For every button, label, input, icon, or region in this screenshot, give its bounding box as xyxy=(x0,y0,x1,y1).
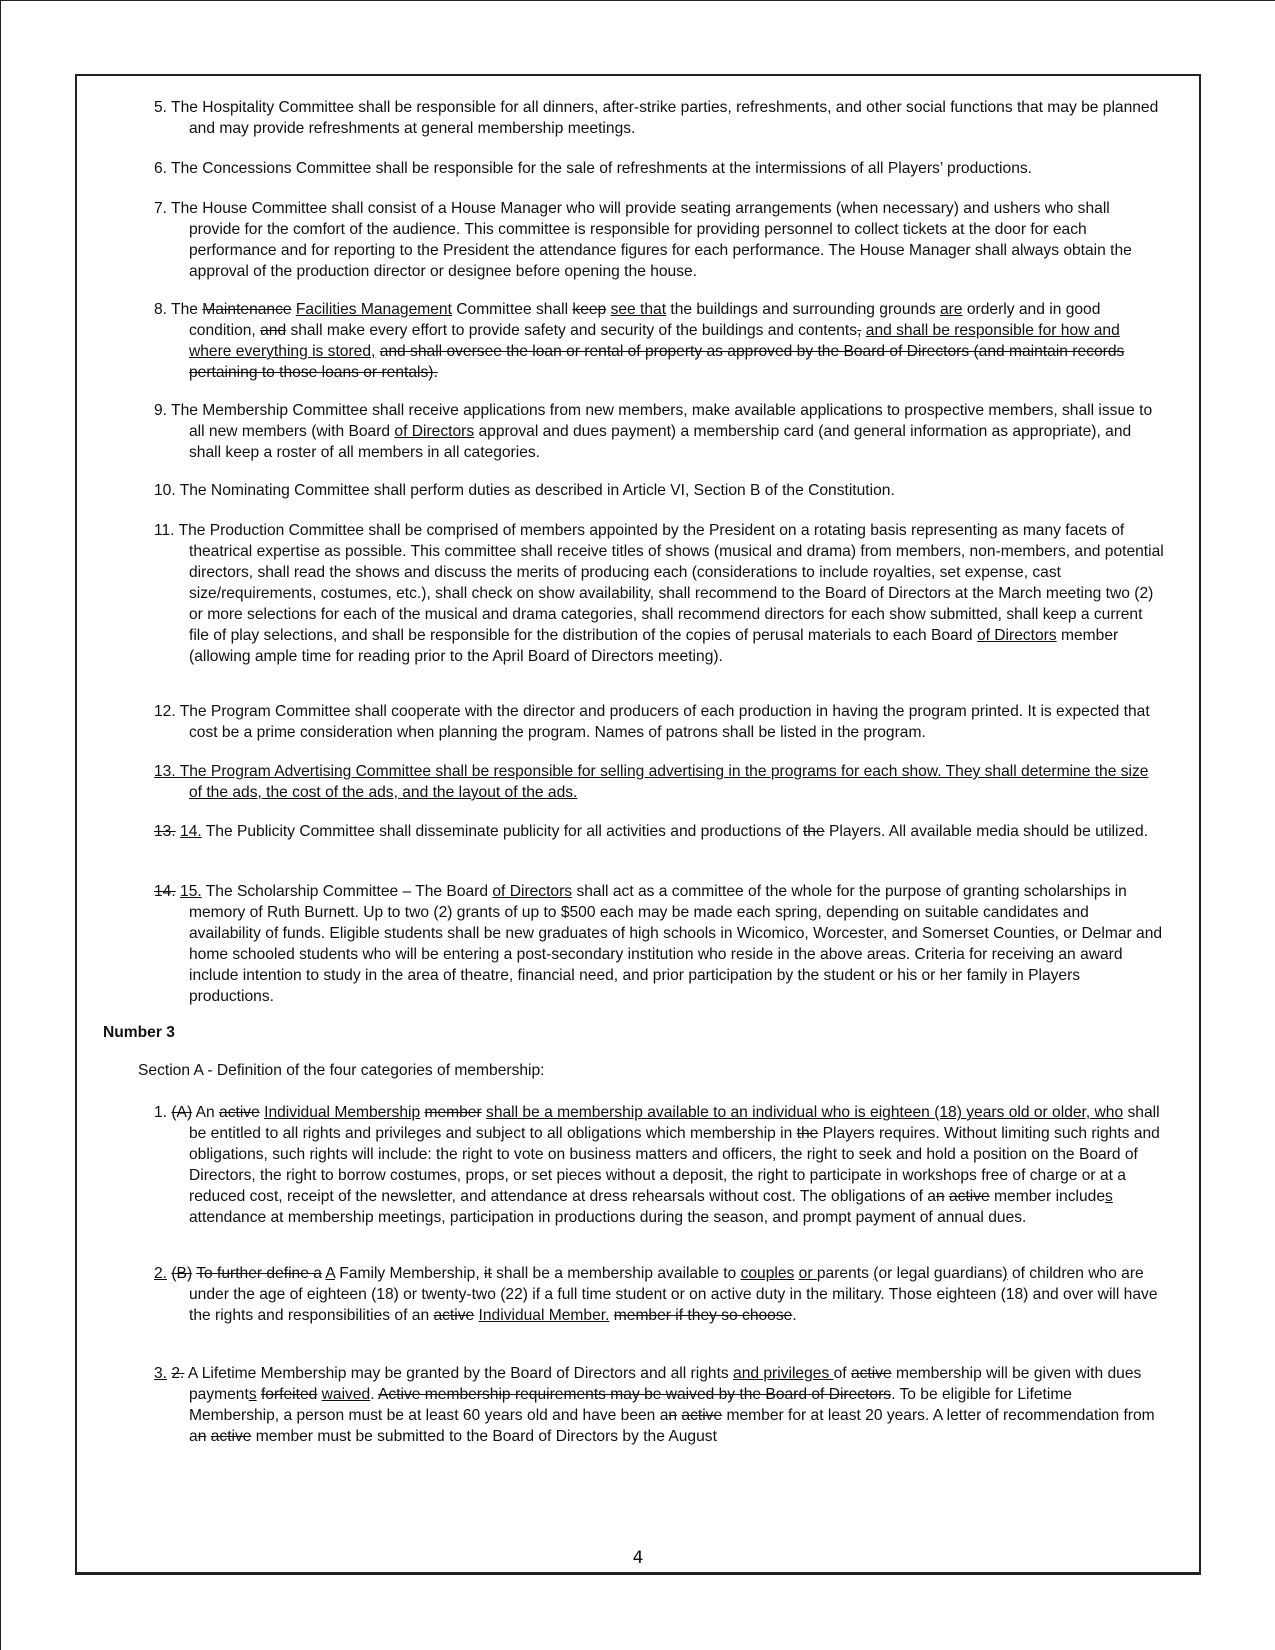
membership-item-individual xyxy=(154,1102,1164,1228)
bylaw-item-15 xyxy=(154,881,1164,1007)
text-segment: The Scholarship Committee – The Board xyxy=(201,883,493,900)
text-segment: 12. The Program Committee shall cooperate with the director and producers of each production in having the program printed. It is expected that cost be a prime consideration when planning the program. Names of patrons shall be listed in the program. xyxy=(154,703,1150,741)
deleted-text: n xyxy=(668,1407,678,1424)
page-number: 4 xyxy=(632,1548,644,1568)
text-segment: . To be eligible for Lifetime Membership, a person must be at least 60 years old and have been a xyxy=(189,1386,1072,1424)
inserted-text: A xyxy=(325,1265,335,1282)
deleted-text: it xyxy=(484,1265,492,1282)
deleted-text: member xyxy=(424,1104,482,1121)
bylaw-item-10 xyxy=(154,480,1164,501)
text-segment: membership will be given with dues payment xyxy=(189,1365,1142,1403)
text-segment: of xyxy=(833,1365,851,1382)
bylaw-item-13 xyxy=(154,761,1164,803)
deleted-text: To further define a xyxy=(196,1265,322,1282)
text-segment: 1. xyxy=(154,1104,172,1121)
text-segment: 7. The House Committee shall consist of a House Manager who will provide seating arrangements (when necessary) and ushers who shall provide for the comfort of the audience. This committee is responsible for providing personnel to collect tickets at the door for each performance and for reporting to the President the attendance figures for each performance. The House Manager shall always obtain the approval of the production director or designee before opening the house. xyxy=(154,200,1132,280)
deleted-text: active xyxy=(850,1365,892,1382)
bylaw-item-5 xyxy=(154,97,1164,139)
deleted-text: active xyxy=(219,1104,260,1121)
deleted-text: active xyxy=(433,1307,475,1324)
inserted-text: see that xyxy=(610,301,667,318)
deleted-text: n xyxy=(197,1428,207,1445)
bylaw-item-14 xyxy=(154,821,1164,842)
text-segment: of children who are under the age of eighteen (18) or twenty-two (22) if a full time student or on active duty in the military. Those eighteen (18) and over will have the rights and responsibilities of an xyxy=(189,1265,1158,1324)
deleted-text: member if they so choose xyxy=(613,1307,793,1324)
text-segment: Players requires. Without limiting such rights and obligations, such rights will include: the right to vote on business matters and officers, the right to seek and hold a position on the Board of Directors, the right to borrow costumes, props, or set pieces without a deposit, the right to participate in workshops free of charge or at a reduced cost, receipt of the newsletter, and attendance at dress rehearsals without cost. The obligations of a xyxy=(189,1125,1160,1205)
text-segment: member must be submitted to the Board of Directors by the August xyxy=(251,1428,717,1445)
inserted-text: 2. xyxy=(154,1265,168,1282)
inserted-text: of Directors xyxy=(394,423,475,440)
inserted-text: Individual Membership xyxy=(264,1104,421,1121)
text-segment: 10. The Nominating Committee shall perform duties as described in Article VI, Section B of the Constitution. xyxy=(154,482,895,499)
deleted-text: forfeited xyxy=(260,1386,318,1403)
text-segment: An xyxy=(192,1104,220,1121)
text-segment: Committee shall xyxy=(451,301,573,318)
text-segment: the buildings and surrounding grounds xyxy=(666,301,940,318)
deleted-text: n xyxy=(935,1188,945,1205)
text-segment: parents xyxy=(816,1265,874,1282)
inserted-text: 15. xyxy=(180,883,202,900)
bylaw-item-7 xyxy=(154,198,1164,282)
text-segment: 5. The Hospitality Committee shall be responsible for all dinners, after-strike parties, refreshments, and other social functions that may be planned and may provide refreshments at general membership meetings. xyxy=(154,99,1159,137)
membership-item-family xyxy=(154,1263,1164,1326)
text-segment: 11. The Production Committee shall be comprised of members appointed by the President on a rotating basis representing as many facets of theatrical expertise as possible. This committee shall receive titles of shows (musical and drama) from members, non-members, and potential directors, shall read the shows and discuss the merits of producing each (considerations to include royalties, set expense, cast size/requirements, costumes, etc.), shall check on show availability, shall recommend to the Board of Directors at the March meeting two (2) or more selections for each of the musical and drama categories, shall recommend directors for each show submitted, shall keep a current file of play selections, and shall be responsible for the distribution of the copies of perusal materials to each Board xyxy=(154,522,1164,644)
deleted-text: and xyxy=(260,322,287,339)
inserted-text: 14. xyxy=(180,823,202,840)
deleted-text: (B) xyxy=(171,1265,193,1282)
text-segment: attendance at membership meetings, participation in productions during the season, and prompt payment of annual dues. xyxy=(189,1209,1027,1226)
bylaw-item-9 xyxy=(154,400,1164,463)
text-segment: 6. The Concessions Committee shall be responsible for the sale of refreshments at the intermissions of all Players’ productions. xyxy=(154,160,1033,177)
deleted-text: keep xyxy=(572,301,607,318)
membership-item-lifetime xyxy=(154,1363,1164,1447)
inserted-text: and shall be responsible for how and where everything is stored, xyxy=(189,322,1120,360)
bylaw-item-11 xyxy=(154,520,1164,667)
section-a-title: Section A - Definition of the four categories of membership: xyxy=(138,1062,545,1079)
inserted-text: Individual Member. xyxy=(478,1307,610,1324)
inserted-text: of Directors xyxy=(492,883,573,900)
text-segment: shall make every effort to provide safety and security of the buildings and contents xyxy=(286,322,858,339)
text-segment: . xyxy=(792,1307,797,1324)
inserted-text: shall be a membership available to an individual who is eighteen (18) years old or older, who xyxy=(486,1104,1124,1121)
deleted-text: active xyxy=(948,1188,990,1205)
inserted-text: s xyxy=(248,1386,257,1403)
deleted-text: the xyxy=(796,1125,819,1142)
inserted-text: are xyxy=(940,301,963,318)
deleted-text: , xyxy=(857,322,862,339)
deleted-text: Maintenance xyxy=(202,301,292,318)
text-segment: A Lifetime Membership may be granted by the Board of Directors and all rights xyxy=(184,1365,734,1382)
inserted-text: and privileges xyxy=(733,1365,834,1382)
inserted-text: ) xyxy=(1002,1265,1008,1282)
inserted-text: couples xyxy=(740,1265,795,1282)
inserted-text: Facilities Management xyxy=(295,301,452,318)
bylaw-item-12 xyxy=(154,701,1164,743)
deleted-text: active xyxy=(681,1407,723,1424)
deleted-text: 13. xyxy=(154,823,176,840)
text-segment: member include xyxy=(989,1188,1105,1205)
bylaw-item-8 xyxy=(154,299,1164,383)
inserted-text: s xyxy=(1105,1188,1113,1205)
text-segment: 9. The Membership Committee shall receive applications from new members, make available applications to prospective members, shall issue to all new members (with Board xyxy=(154,402,1153,440)
inserted-text: waived xyxy=(321,1386,371,1403)
inserted-text: ( xyxy=(873,1265,879,1282)
text-segment: or legal guardians xyxy=(878,1265,1003,1282)
inserted-text: 3. xyxy=(154,1365,168,1382)
deleted-text: Active membership requirements may be waived by the Board of Directors xyxy=(378,1386,892,1403)
inserted-text: 13. The Program Advertising Committee shall be responsible for selling advertising in the programs for each show. They shall determine the size of the ads, the cost of the ads, and the layout of the ads. xyxy=(154,763,1149,801)
deleted-text: the xyxy=(802,823,825,840)
inserted-text: of Directors xyxy=(976,627,1057,644)
text-segment: Family Membership, xyxy=(334,1265,484,1282)
text-segment: orderly and in good condition, xyxy=(189,301,1101,339)
text-segment: 8. The xyxy=(154,301,203,318)
bylaw-item-6 xyxy=(154,158,1164,179)
text-segment: shall act as a committee of the whole for the purpose of granting scholarships in memory of Ruth Burnett. Up to two (2) grants of up to $500 each may be made each spring, depending on suitable candidates and availability of funds. Eligible students shall be new graduates of high schools in Wicomico, Worcester, and Somerset Counties, or Delmar and home schooled students who will be entering a post-secondary institution who reside in the above areas. Criteria for receiving an award include intention to study in the area of theatre, financial need, and prior participation by the student or his or her family in Players productions. xyxy=(189,883,1163,1005)
text-segment: approval and dues payment) a membership card (and general information as appropriate), and shall keep a roster of all members in all categories. xyxy=(189,423,1132,461)
text-segment: shall be entitled to all rights and privileges and subject to all obligations which membership in xyxy=(189,1104,1160,1142)
deleted-text: active xyxy=(210,1428,252,1445)
text-segment: Players. All available media should be utilized. xyxy=(824,823,1148,840)
text-segment: The Publicity Committee shall disseminate publicity for all activities and productions of xyxy=(201,823,803,840)
text-segment: member for at least 20 years. A letter of recommendation from a xyxy=(189,1407,1155,1445)
deleted-text: 2. xyxy=(171,1365,185,1382)
deleted-text: and shall oversee the loan or rental of property as approved by the Board of Directors (and maintain records pertaining to those loans or rentals). xyxy=(189,343,1125,381)
deleted-text: (A) xyxy=(171,1104,193,1121)
text-segment: shall be a membership available to xyxy=(491,1265,741,1282)
number-3-heading: Number 3 xyxy=(103,1024,175,1041)
document-page-frame xyxy=(75,74,1201,1575)
text-segment: . xyxy=(370,1386,379,1403)
text-segment: member (allowing ample time for reading prior to the April Board of Directors meeting). xyxy=(189,627,1119,665)
deleted-text: 14. xyxy=(154,883,176,900)
inserted-text: or xyxy=(798,1265,817,1282)
